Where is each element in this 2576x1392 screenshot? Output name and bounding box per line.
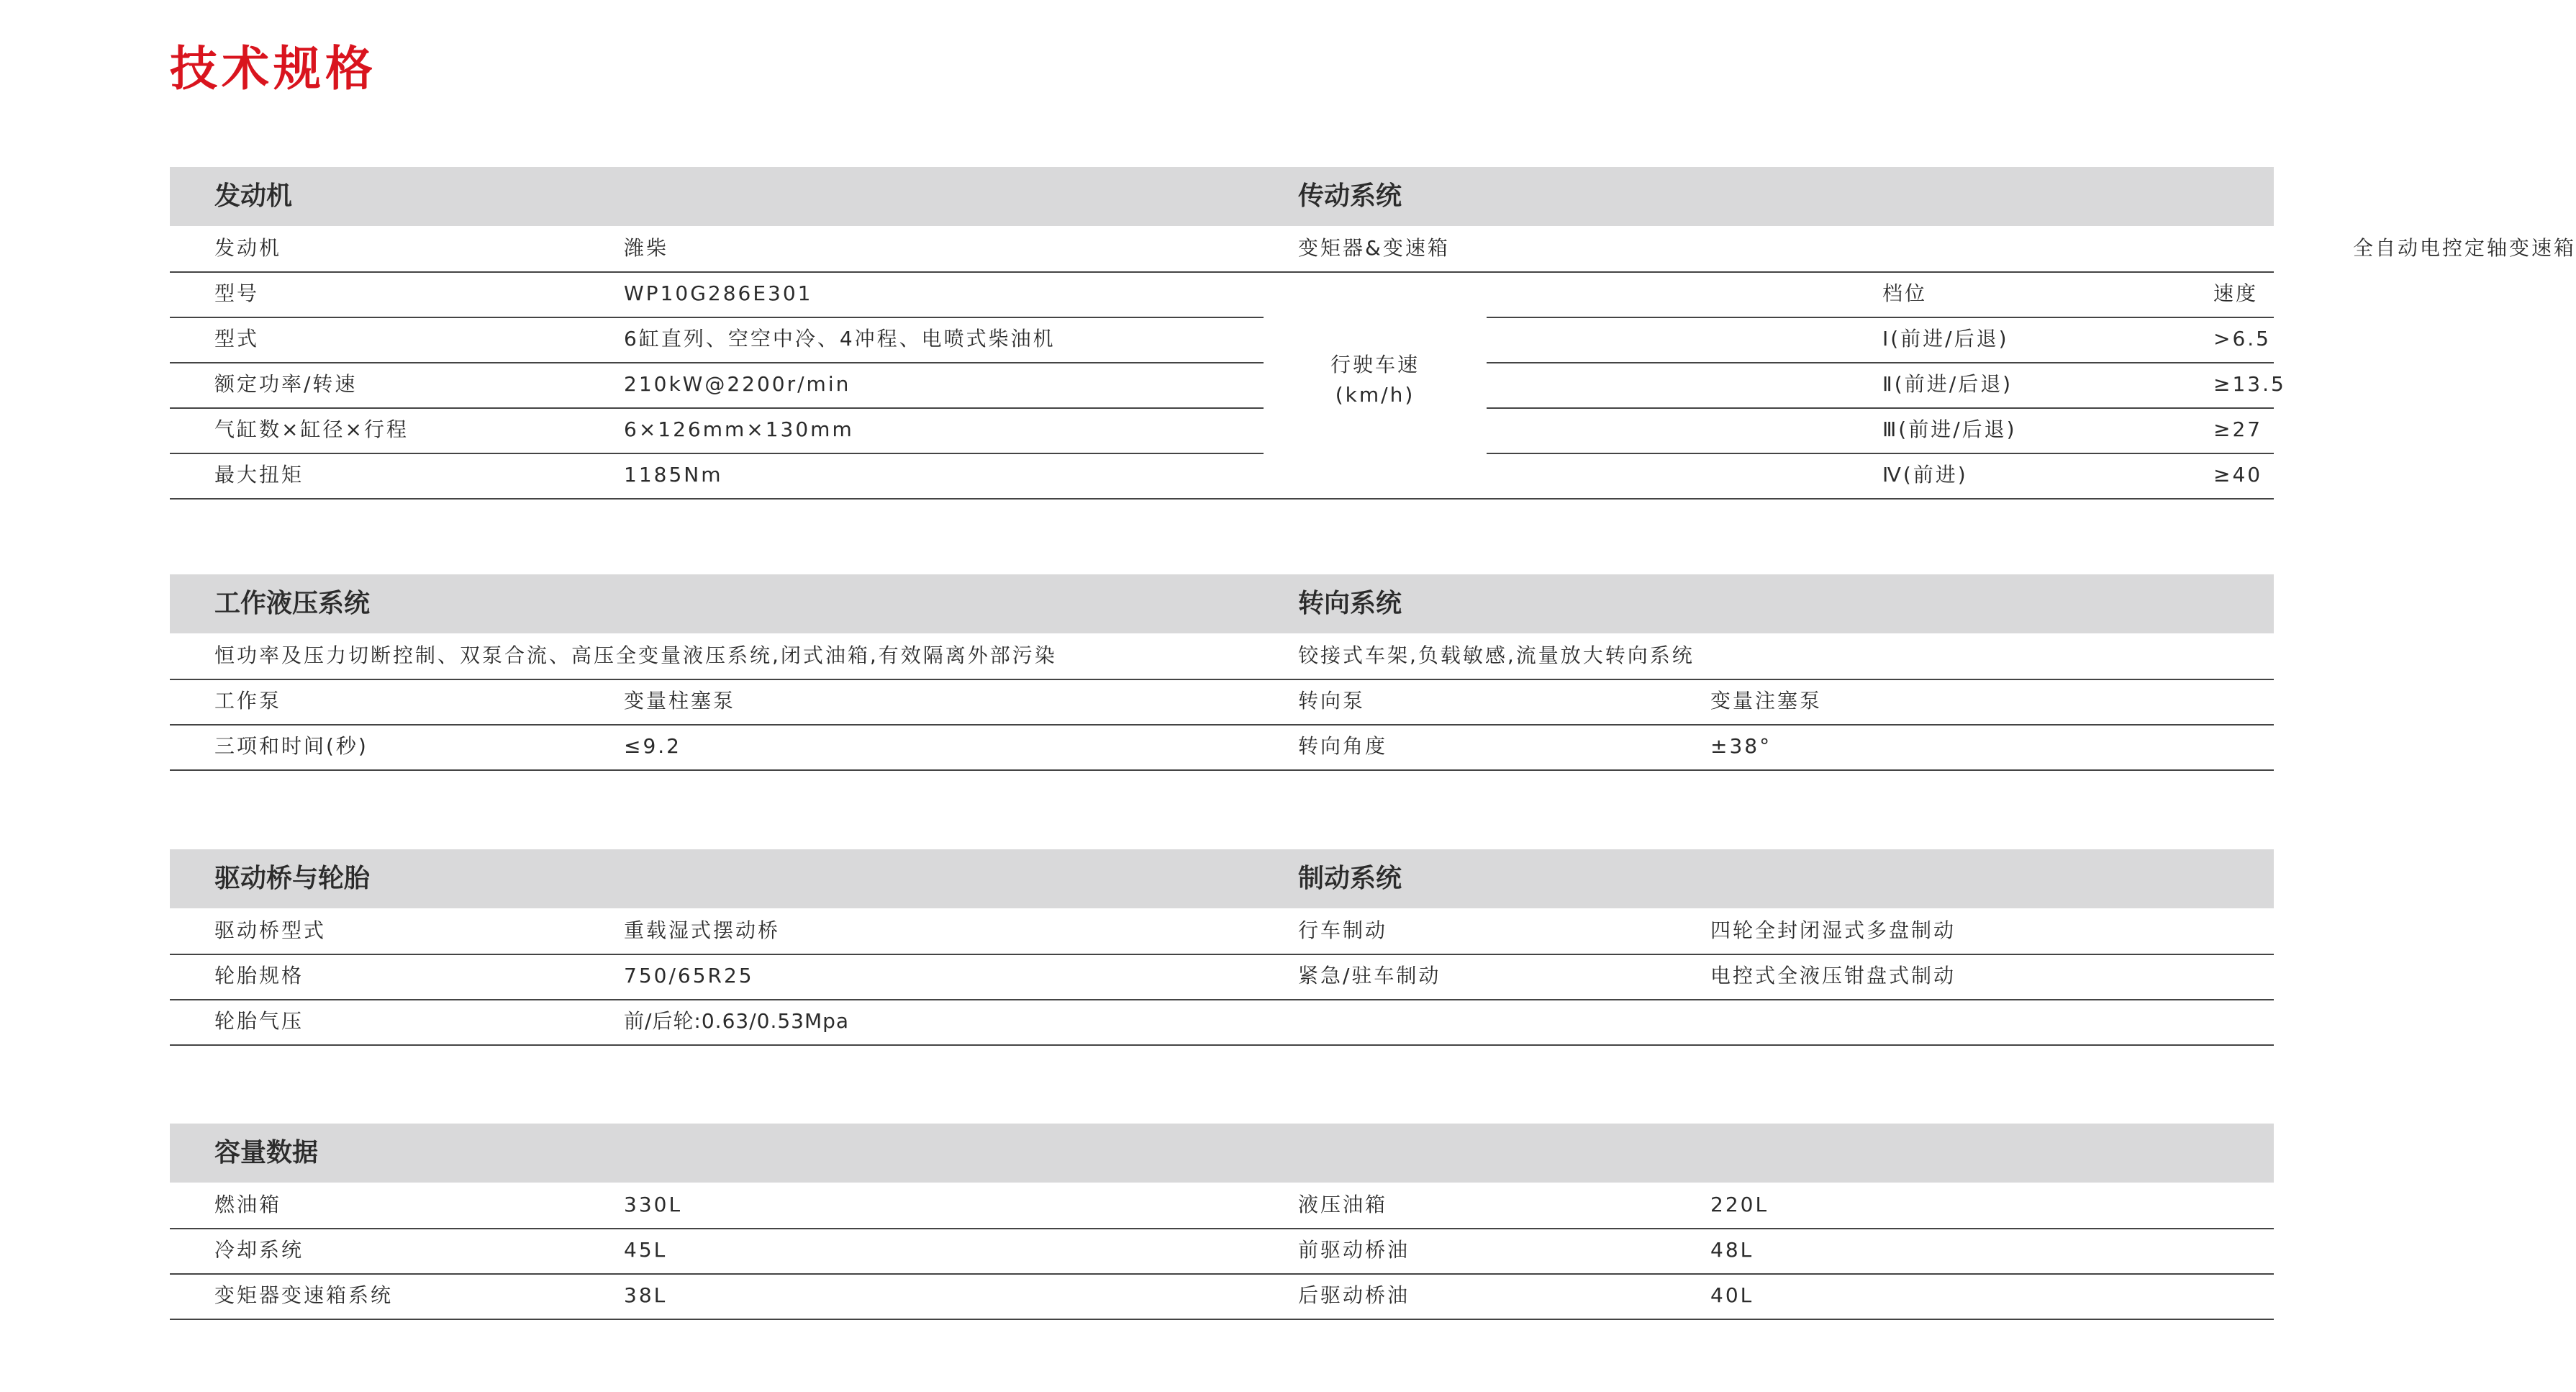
- axle-label: 轮胎规格: [214, 964, 304, 987]
- row-divider: [170, 724, 2274, 726]
- transmission-label: 变矩器&变速箱: [1298, 236, 1450, 260]
- capacity-label: 燃油箱: [214, 1193, 282, 1216]
- capacity-header: 容量数据: [214, 1138, 319, 1167]
- table-row: [1487, 407, 2274, 452]
- section-axle-brake: [170, 849, 2274, 1051]
- table-row: [170, 1183, 2274, 1227]
- axle-label: 驱动桥型式: [214, 918, 327, 942]
- brake-header: 制动系统: [1298, 864, 1402, 893]
- section-bottom-line: [170, 498, 2274, 500]
- hydraulic-value: ≤9.2: [624, 734, 681, 758]
- row-divider: [170, 317, 1264, 318]
- capacity-label: 液压油箱: [1298, 1193, 1388, 1216]
- engine-label: 型号: [214, 281, 260, 305]
- gear-value: Ⅱ(前进/后退): [1882, 372, 2013, 396]
- speed-unit: (km/h): [1335, 383, 1415, 407]
- table-row: [170, 407, 1264, 452]
- capacity-label: 前驱动桥油: [1298, 1238, 1410, 1262]
- engine-value: WP10G286E301: [624, 281, 813, 305]
- table-row: [170, 362, 1264, 407]
- page-title: 技术规格: [170, 41, 377, 96]
- engine-header: 发动机: [214, 181, 293, 211]
- table-row: [170, 1273, 2274, 1318]
- row-divider: [170, 453, 1264, 454]
- table-row: [170, 633, 2274, 678]
- engine-label: 气缸数×缸径×行程: [214, 417, 409, 441]
- table-row: [170, 724, 2274, 769]
- hydraulic-header: 工作液压系统: [214, 589, 371, 618]
- capacity-value: 38L: [624, 1283, 668, 1307]
- row-divider: [1487, 453, 2274, 454]
- section-engine-transmission: [170, 167, 2576, 501]
- hydraulic-value: 变量柱塞泵: [624, 689, 736, 713]
- section-header-bar: [170, 167, 2274, 226]
- section-bottom-line: [170, 1044, 2274, 1046]
- steering-value: ±38°: [1710, 734, 1772, 758]
- speed-merged-cell: [1264, 350, 1487, 410]
- engine-label: 额定功率/转速: [214, 372, 358, 396]
- section-bottom-line: [170, 769, 2274, 771]
- brake-value: 电控式全液压钳盘式制动: [1710, 964, 1956, 987]
- row-divider: [170, 271, 1264, 273]
- steering-label: 转向角度: [1298, 734, 1388, 758]
- speed-value: ≥13.5: [2213, 372, 2286, 396]
- axle-label: 轮胎气压: [214, 1009, 304, 1033]
- section-hydraulic-steering: [170, 574, 2274, 776]
- hydraulic-label: 三项和时间(秒): [214, 734, 368, 758]
- engine-value: 1185Nm: [624, 463, 723, 487]
- section-bottom-line: [170, 1319, 2274, 1320]
- row-divider: [170, 954, 2274, 955]
- axle-header: 驱动桥与轮胎: [214, 864, 371, 893]
- steering-label: 转向泵: [1298, 689, 1366, 713]
- engine-value: 6缸直列、空空中冷、4冲程、电喷式柴油机: [624, 327, 1056, 351]
- engine-value: 潍柴: [624, 236, 669, 260]
- transmission-value: 全自动电控定轴变速箱: [2353, 236, 2576, 260]
- row-divider: [1487, 407, 2274, 409]
- hydraulic-label: 工作泵: [214, 689, 282, 713]
- table-row: [170, 317, 1264, 361]
- gear-value: Ⅲ(前进/后退): [1882, 417, 2017, 441]
- table-row: [170, 271, 1264, 316]
- section-capacity: [170, 1124, 2274, 1325]
- axle-value: 重载湿式摆动桥: [624, 918, 781, 942]
- table-row: [170, 908, 2274, 953]
- steering-value: 变量注塞泵: [1710, 689, 1823, 713]
- brake-label: 行车制动: [1298, 918, 1388, 942]
- section-header-bar: [170, 1124, 2274, 1183]
- section-header-bar: [170, 574, 2274, 633]
- row-divider: [170, 1228, 2274, 1229]
- table-row: [1487, 453, 2274, 497]
- table-row: [170, 453, 1264, 497]
- capacity-value: 45L: [624, 1238, 668, 1262]
- transmission-header: 传动系统: [1298, 181, 1402, 211]
- capacity-value: 48L: [1710, 1238, 1754, 1262]
- row-divider: [1487, 362, 2274, 363]
- gear-col-header: 档位: [1882, 281, 1928, 305]
- axle-value: 750/65R25: [624, 964, 754, 987]
- capacity-value: 40L: [1710, 1283, 1754, 1307]
- engine-value: 6×126mm×130mm: [624, 417, 854, 441]
- speed-col-header: 速度: [2213, 281, 2259, 305]
- row-divider: [170, 999, 2274, 1000]
- capacity-label: 冷却系统: [214, 1238, 304, 1262]
- capacity-value: 220L: [1710, 1193, 1769, 1216]
- table-row: [170, 954, 2274, 998]
- gear-value: Ⅰ(前进/后退): [1882, 327, 2009, 351]
- brake-value: 四轮全封闭湿式多盘制动: [1710, 918, 1956, 942]
- row-divider: [170, 679, 2274, 680]
- gear-value: Ⅳ(前进): [1882, 463, 1968, 487]
- table-row: [1487, 362, 2286, 407]
- engine-label: 发动机: [214, 236, 282, 260]
- table-row: [1487, 271, 2274, 316]
- engine-label: 最大扭矩: [214, 463, 304, 487]
- axle-value: 前/后轮:0.63/0.53Mpa: [624, 1009, 850, 1033]
- table-row: [1487, 317, 2274, 361]
- row-divider: [1487, 317, 2274, 318]
- brake-label: 紧急/驻车制动: [1298, 964, 1441, 987]
- table-row: [170, 1228, 2274, 1273]
- engine-label: 型式: [214, 327, 260, 351]
- speed-label: 行驶车速: [1330, 353, 1420, 376]
- steering-description: 铰接式车架,负载敏感,流量放大转向系统: [1298, 643, 1695, 667]
- table-row: [1264, 226, 2576, 271]
- row-divider: [170, 362, 1264, 363]
- capacity-label: 后驱动桥油: [1298, 1283, 1410, 1307]
- speed-value: ≥40: [2213, 463, 2263, 487]
- table-row: [170, 999, 2274, 1044]
- capacity-value: 330L: [624, 1193, 683, 1216]
- hydraulic-description: 恒功率及压力切断控制、双泵合流、高压全变量液压系统,闭式油箱,有效隔离外部污染: [214, 643, 1057, 667]
- table-row: [170, 679, 2274, 723]
- speed-value: >6.5: [2213, 327, 2271, 351]
- capacity-label: 变矩器变速箱系统: [214, 1283, 394, 1307]
- section-header-bar: [170, 849, 2274, 908]
- row-divider: [170, 407, 1264, 409]
- row-divider: [170, 1273, 2274, 1275]
- speed-value: ≥27: [2213, 417, 2263, 441]
- table-row: [170, 226, 1264, 271]
- engine-value: 210kW@2200r/min: [624, 372, 851, 396]
- steering-header: 转向系统: [1298, 589, 1402, 618]
